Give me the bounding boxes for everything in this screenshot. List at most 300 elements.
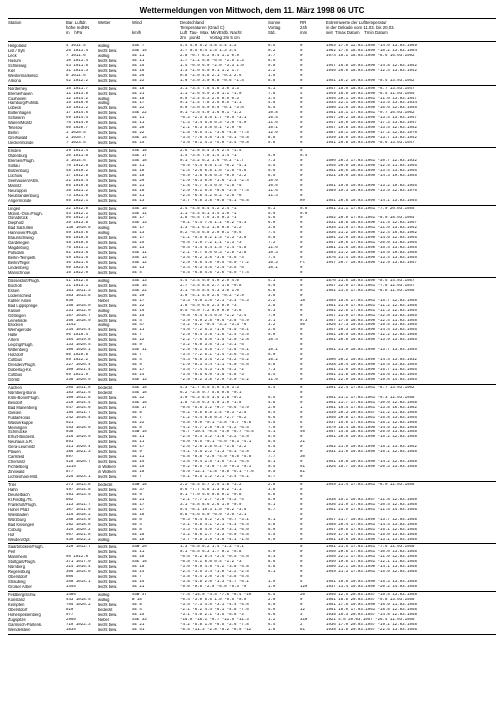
extremes: 1947 19.8 19.03.1990 -13.5 12.03.1952 (326, 126, 417, 131)
table-row (8, 141, 496, 146)
temperatures: 2.6 -2.8 8.4 3.6 2.4 -1.5 (180, 149, 242, 154)
sunshine: 5.0 (268, 333, 276, 338)
extremes: 1946 20.8 17.03.1961 -15.8 13.03.1955 (326, 415, 417, 420)
temperatures: 0.9 -3.4 5.3 2.6 0.9 0.3 (180, 96, 239, 101)
station-name: Osnabrück (8, 216, 28, 221)
extremes: 1949 18.8 19.03.1990 -8.5 11.03.1955 (326, 91, 415, 96)
temperatures: 1.3 -6.8 8.2 1.4 -1.2 -4.1 (180, 545, 244, 550)
snow-depth: 81 (300, 627, 305, 632)
snow-depth: 0 (300, 487, 303, 492)
temperatures: -0.9 -1.8 6.8 0.3 -0.9 -2.2 (180, 173, 247, 178)
temperatures: -2.1 -6.3 5.8 0.1 -2.9 -6 (180, 126, 242, 131)
temperatures: -5.5 -6.8 4.6 -2.6 -5.9 -7.4 (180, 270, 249, 275)
sunshine: 7.7 (268, 455, 276, 460)
weather: bedeckt (98, 607, 113, 612)
station-name: Gießen (8, 410, 22, 415)
snow-depth: 0 (300, 385, 303, 390)
extremes: 1951 16.2 19.03.1990 -8.4 13.03.1952 (326, 78, 415, 83)
temperatures: -3.3 -4.8 4.0 -2.0 -3.1 -6.0 (180, 527, 249, 532)
station-name: Bad Marienberg (8, 405, 38, 410)
station-name: Plauen (8, 450, 21, 455)
sunshine: 10.4 (268, 338, 278, 343)
snow-depth: 0 (300, 502, 303, 507)
snow-depth: 0 (300, 565, 303, 570)
station-name: Lindenberg (8, 265, 29, 270)
temperatures: -6.8 -8.8 -2.0 -4.9 -6.8 -5.8 (180, 455, 252, 460)
snow-depth: 0 (300, 550, 303, 555)
station-name: Schwerin (8, 116, 25, 121)
station-name: Zugspitze (8, 617, 26, 622)
temperatures: -2.2 -7.6 5.0 -1.5 -2.0 -2.8 (180, 338, 249, 343)
sunshine: 6.1 (268, 502, 276, 507)
height-pressure: 98 1023.6 (66, 265, 89, 270)
snow-depth: 0 (300, 545, 303, 550)
sunshine: 8.2 (268, 450, 276, 455)
station-name: Wittenberg (8, 348, 28, 353)
station-name: Berlin (8, 131, 19, 136)
header-station: Station (8, 20, 22, 25)
weather: leicht bew. (98, 183, 118, 188)
temperatures: 1.4 -3.8 7.8 1.4 1.4 -1 (180, 154, 237, 159)
sunshine: 1.8 (268, 627, 276, 632)
temperatures: 2.7 -3.5 8.8 2.7 1.8 -0.8 (180, 283, 242, 288)
extremes: 1955 15.6 17.03.1961 -15.7 12.03.1958 (326, 298, 417, 303)
weather: leicht bew. (98, 216, 118, 221)
snow-depth: 0 (300, 256, 303, 261)
station-group (8, 148, 496, 205)
wind: SE 11 (132, 328, 145, 333)
temperatures: -0.1 -4.4 7.6 1.1 -0.2 -4.3 (180, 221, 247, 226)
weather: leicht bew. (98, 116, 118, 121)
weather: leicht bew. (98, 475, 118, 480)
wind: SE 7 (132, 475, 142, 480)
weather: bedeckt (98, 483, 113, 488)
extremes: 1938 15.1 19.03.1957 -11.8 12.03.1958 (326, 497, 417, 502)
temperatures: -1.1 -5.5 6.2 1.3 -1.3 -3.8 (180, 236, 247, 241)
extremes: 1934 22.1 19.03.1990 -13.5 13.03.1934 (326, 101, 417, 106)
wind: SE 18 (132, 512, 145, 517)
temperatures: -9.0 -8.6 -2.9 -8.0 -9.3 -9 (180, 585, 247, 590)
temperatures: 0.8 -2.0 4.8 2.1 -0.2 2.6 (180, 73, 242, 78)
wind: SSE 18 (132, 385, 147, 390)
height-pressure: 81 1023.8 (66, 251, 89, 256)
height-pressure: 22 1012.0 (66, 206, 89, 211)
height-pressure: 76 1011.1 (66, 246, 89, 251)
weather: Nebel (98, 298, 109, 303)
wind: SSE 13 (132, 256, 147, 261)
height-pressure: 977 (66, 612, 74, 617)
station-name: Greifswald (8, 136, 28, 141)
snow-depth: 0 (300, 328, 303, 333)
snow-depth: 0 (300, 53, 303, 58)
height-pressure: 325 1020.2 (66, 527, 91, 532)
wind: SE 18 (132, 537, 145, 542)
weather: leicht bew. (98, 353, 118, 358)
temperatures: -3.6 -8.5 6.0 -3.8 -4.8 -3 (180, 373, 244, 377)
extremes: 1939 20.3 20.03.1957 -11.2 11.03.1958 (326, 410, 417, 415)
wind: SE 7 (132, 353, 142, 358)
extremes: 1947 19.9 19.03.1990 -17.3 13.03.1947 (326, 121, 417, 126)
temperatures: 4.4 4.0 5.2 4.8 3.4 1.2 (180, 44, 237, 48)
sunshine: 6.5 (268, 445, 276, 450)
snow-depth: 1 (300, 405, 303, 410)
weather: leicht bew. (98, 532, 118, 537)
temperatures: 3.7 0.5 6.4 1.5 1.3 3.4 (180, 48, 237, 53)
sunshine: 6.3 (268, 308, 276, 313)
station-name: Kiel (8, 68, 15, 73)
wind: SE 11 (132, 435, 145, 440)
station-name: Wernigerode (8, 328, 32, 333)
temperatures: 0.4 -8.1 10.3 1.0 -0.2 -3.5 (180, 507, 247, 512)
height-pressure: 242 1016.4 (66, 415, 91, 420)
weather: leicht bew. (98, 163, 118, 168)
extremes: 1940 19.8 17.03.1961 -12.1 11.03.1958 (326, 560, 417, 565)
wind: SSE 13 (132, 377, 147, 382)
station-name: Aachen (8, 385, 22, 390)
weather: leicht bew. (98, 58, 118, 63)
station-name: Arkona (8, 78, 21, 83)
extremes: 1946 20.0 19.03.1990 -12.5 11.03.1955 (326, 163, 417, 168)
height-pressure: 7 1023.5 (66, 141, 86, 146)
snow-depth: 0 (300, 450, 303, 455)
weather: leicht bew. (98, 395, 118, 400)
wind: SSE 13 (132, 278, 147, 283)
weather: leicht bew. (98, 570, 118, 575)
snow-depth: 50 (300, 323, 305, 328)
station-name: Deuselbach (8, 492, 30, 497)
station-name: Wiesbaden (8, 512, 29, 517)
extremes: 1890 20.3 17.03.1961 -10.7 12.03.1932 (326, 158, 417, 163)
snow-depth: 0 (300, 313, 303, 318)
snow-depth: 0 (300, 173, 303, 178)
extremes: 1951 22.6 17.03.1961 -11.3 12.03.1955 (326, 308, 417, 313)
extremes: 1951 21.5 17.03.1961 -7.6 11.03.1958 (326, 545, 415, 550)
height-pressure: 69 1022.2 (66, 358, 89, 363)
extremes: 1969 19.3 19.03.1990 -13.5 12.03.1976 (326, 188, 417, 193)
weather: leicht bew. (98, 507, 118, 512)
station-name: Neuruppin (8, 188, 27, 193)
wind: SSE 22 (132, 111, 147, 116)
wind: SSE 18 (132, 390, 147, 395)
station-name: Bad Kissingen (8, 522, 35, 527)
wind: SSE 18 (132, 149, 147, 154)
weather: leicht bew. (98, 158, 118, 163)
extremes: 1891 22.4 17.03.1961 -8.7 13.03.1962 (326, 385, 415, 390)
temperatures: 0.5 -5.0 7.2 0.9 0.9 -3.8 (180, 308, 242, 313)
sunshine: 6.7 (268, 507, 276, 512)
sunshine: 10.1 (268, 265, 278, 270)
snow-depth: 0 (300, 368, 303, 373)
wind: SE 8 (132, 602, 142, 607)
wind: SSW 15 (132, 430, 147, 435)
snow-depth: 0 (300, 68, 303, 73)
sunshine: 1.6 (268, 73, 276, 78)
weather: leicht bew. (98, 560, 118, 565)
snow-depth: 0 (300, 193, 303, 198)
sunshine: 0.5 (268, 44, 276, 48)
station-name: Norderney (8, 86, 28, 91)
weather: leicht bew. (98, 348, 118, 353)
extremes: 1926 17.3 19.03.1990 -19.5 13.03.1955 (326, 323, 417, 328)
extremes: 1951 20.6 18.03.1990 -13.4 13.03.1955 (326, 168, 417, 173)
weather: leicht bew. (98, 420, 118, 425)
height-pressure: 49 1021.8 (66, 256, 89, 261)
weather: leicht bew. (98, 173, 118, 178)
sunshine: 10.0 (268, 178, 278, 183)
wind: SE 22 (132, 338, 145, 343)
station-name: Halle (8, 333, 18, 338)
sunshine: 9.8 (268, 363, 276, 368)
sunshine: 6.6 (268, 612, 276, 617)
extremes: 1936 21.2 19.03.1990 -12.4 16.03.1962 (326, 231, 417, 236)
station-name: Marnitz (8, 183, 22, 188)
snow-depth: 0 (300, 183, 303, 188)
station-name: Seehausen/Altm. (8, 178, 40, 183)
sunshine: 10.6 (268, 183, 278, 188)
sunshine: 3.8 (268, 487, 276, 492)
wind: SE 15 (132, 241, 145, 246)
sunshine: 10.3 (268, 261, 278, 266)
extremes: 1951 19.8 19.03.1990 -14.2 12.03.1958 (326, 460, 417, 465)
weather: leicht bew. (98, 602, 118, 607)
wind: SE 21 (132, 622, 145, 627)
extremes: 1949 21.4 17.03.1961 -8.0 11.03.1958 (326, 483, 415, 488)
sunshine: 4.5 (268, 420, 276, 425)
temperatures: 1.8 -5.9 6.8 2.3 0.9 -3 (180, 303, 237, 308)
weather: leicht bew. (98, 338, 118, 343)
height-pressure: 36 1021.5 (66, 261, 89, 266)
wind: SE 15 (132, 63, 145, 68)
weather: leicht bew. (98, 377, 118, 382)
extremes: 1951 21.5 17.03.1961 -8.8 11.03.1958 (326, 288, 415, 293)
height-pressure: 1142 (66, 323, 76, 328)
temperatures: 0.1 -2.5 4.0 1.6 0.1 -1.2 (180, 111, 242, 116)
station-name: Bremerhaven (8, 91, 33, 96)
weather: leicht bew. (98, 206, 118, 211)
weather: wolkig (98, 231, 110, 236)
weather: leicht bew. (98, 211, 118, 216)
weather: leicht bew. (98, 188, 118, 193)
wind: SE 18 (132, 86, 145, 91)
header-wind: Wind km/h (132, 20, 142, 35)
sunshine: 7.0 (268, 425, 276, 430)
height-pressure: 1835 (66, 627, 76, 632)
temperatures: -3.9 -4.9 2.8 -0.5 -3.8 -4.9 (180, 318, 249, 323)
snow-depth: 0 (300, 483, 303, 488)
wind: SE 15 (132, 580, 145, 585)
extremes: 1951 20.8 19.03.1990 -13.9 13.03.1955 (326, 338, 417, 343)
wind: SSE 17 (132, 405, 147, 410)
station-name: Schleswig (8, 63, 27, 68)
station-name: Münst.-Osn./Flugh. (8, 211, 43, 216)
wind: SSE 15 (132, 48, 147, 53)
temperatures: -3.2 -8.6 1.7 -3.3 -5.0 -5.8 (180, 532, 249, 537)
wind: SSE 33 (132, 617, 147, 622)
extremes: 1962 17.6 18.03.1990 -10.2 13.03.1964 (326, 48, 417, 53)
extremes: 1938 16.4 20.03.1957 -14.8 12.03.1958 (326, 612, 417, 617)
temperatures: -1.9 -8.3 4.4 -1.1 -4.0 -4.0 (180, 363, 249, 368)
height-pressure: 443 1018.5 (66, 597, 91, 602)
temperatures: 0.0 -3.0 5.0 0.9 -0.1 -3.0 (180, 106, 244, 111)
station-name: Bremen/Flugh. (8, 158, 35, 163)
weather: wolkig (98, 537, 110, 542)
sunshine: 8.8 (268, 78, 276, 83)
temperatures: 4.4 -3.4 9.0 4.0 2.9 4.0 (180, 278, 239, 283)
sunshine: 4.1 (268, 86, 276, 91)
snow-depth: 0 (300, 517, 303, 522)
table-row (8, 79, 496, 84)
snow-depth: 0 (300, 537, 303, 542)
station-name: Artern (8, 338, 20, 343)
sunshine: 5.9 (268, 283, 276, 288)
wind: SE 7 (132, 333, 142, 338)
station-name: Coburg (8, 527, 22, 532)
snow-depth: 0 (300, 308, 303, 313)
wind: SE 14 (132, 373, 145, 377)
station-name: Düsseldorf/Flugh. (8, 278, 41, 283)
station-name: Neuhaus a.R. (8, 440, 34, 445)
temperatures: 1.3 -5.1 6.2 1.8 0.8 -2.2 (180, 226, 242, 231)
wind: SE 11 (132, 550, 145, 555)
snow-depth: 0 (300, 555, 303, 560)
weather: leicht bew. (98, 410, 118, 415)
extremes: 1947 20.3 19.03.1990 -14.4 13.03.1955 (326, 328, 417, 333)
station-group (8, 592, 496, 635)
wind: SE 8 (132, 410, 142, 415)
snow-depth: 0 (300, 131, 303, 136)
sunshine: 2.2 (268, 68, 276, 73)
weather: leicht bew. (98, 68, 118, 73)
height-pressure: 100 1021.4 (66, 368, 91, 373)
sunshine: 3.4 (268, 96, 276, 101)
temperatures: -9.2 -8.5 -3.0 -7.0 -9.3 -9.1 (180, 465, 252, 470)
station-name: Leck (8, 53, 17, 58)
temperatures: -2.1 -5.7 6.0 0.3 -1.8 -2.8 (180, 251, 247, 256)
extremes: 1952 21.9 19.03.1990 -15.2 13.03.1952 (326, 445, 417, 450)
extremes: 1951 19.6 19.03.1990 -15.3 13.03.1958 (326, 580, 417, 585)
weather: leicht bew. (98, 149, 118, 154)
temperatures: -3.2 -6.0 3.6 -3.1 -3.1 -5 (180, 343, 244, 348)
temperatures: -2.5 -5.4 3.2 -1.8 -3.2 -3.9 (180, 435, 249, 440)
wind: SE 22 (132, 303, 145, 308)
weather: leicht bew. (98, 585, 118, 590)
height-pressure: 59 1015.6 (66, 231, 89, 236)
weather: leicht bew. (98, 265, 118, 270)
weather: leicht bew. (98, 256, 118, 261)
temperatures: -15.9 -18.1 -9.7 -11.5 -11.3 (180, 617, 252, 622)
weather: leicht bew. (98, 313, 118, 318)
weather: leicht bew. (98, 497, 118, 502)
wind: SE 22 (132, 420, 145, 425)
height-pressure: 76 1012.8 (66, 163, 89, 168)
sunshine: 5.9 (268, 607, 276, 612)
sunshine: 10.1 (268, 126, 278, 131)
snow-depth: 0 (300, 168, 303, 173)
height-pressure: 48 1018.5 (66, 241, 89, 246)
extremes: 1947 20.6 17.03.1961 -20.0 13.03.1955 (326, 241, 417, 246)
sunshine: 8.8 (268, 136, 276, 141)
station-name: Regensburg (8, 570, 31, 575)
sunshine: 7.4 (268, 231, 276, 236)
wind: SE 13 (132, 265, 145, 270)
station-name: Görlitz (8, 377, 20, 382)
header-precipitation-snow: RR 24h mm (300, 20, 308, 35)
wind: SSE 15 (132, 206, 147, 211)
extremes: 1947 16.8 19.03.1990 -14.8 12.03.1952 (326, 63, 417, 68)
snow-depth: 0 (300, 96, 303, 101)
weather: leicht bew. (98, 502, 118, 507)
header-height-pressure: Bar. Luftdr. höhe redNN m hPa (66, 20, 90, 35)
wind: SE 11 (132, 455, 145, 460)
snow-depth: 0.4 (300, 154, 308, 159)
snow-depth: 91 (300, 465, 305, 470)
extremes: 1893 21.2 18.03.1990 -15.6 10.03.1958 (326, 251, 417, 256)
weather: leicht bew. (98, 303, 118, 308)
snow-depth: 0 (300, 303, 303, 308)
wind: SE 28 (132, 126, 145, 131)
wind: SE 21 (132, 183, 145, 188)
snow-depth: 0 (300, 216, 303, 221)
snow-depth: 0 (300, 560, 303, 565)
height-pressure: 234 1015.4 (66, 328, 91, 333)
weather: leicht bew. (98, 333, 118, 338)
wind: SE 15 (132, 465, 145, 470)
temperatures: -0.2 -5.6 8.8 2.4 -0.3 -2.5 (180, 410, 247, 415)
height-pressure: 7 1011.6 (66, 53, 86, 58)
height-pressure: 1446 (66, 585, 76, 590)
height-pressure: 41 1012.5 (66, 278, 89, 283)
temperatures: -8.9 -12.1 -1.8 -5.8 -6.1 -7.6 (180, 470, 254, 475)
station-name: Holzdorf (8, 353, 24, 358)
sunshine: 5.9 (268, 211, 276, 216)
extremes: 1951 21.8 19.03.1990 -15.6 11.03.1955 (326, 373, 417, 377)
weather: leicht bew. (98, 415, 118, 420)
station-name: Chemnitz (8, 460, 26, 465)
station-name: Lichtenhain-Mitt. (8, 475, 39, 480)
sunshine: 10.8 (268, 111, 278, 116)
sunshine: 10.5 (268, 116, 278, 121)
temperatures: 3.1 -3.4 7.8 4.8 3.0 3.3 (180, 86, 239, 91)
weather: leicht bew. (98, 545, 118, 550)
weather: wolkig (98, 226, 110, 231)
height-pressure: 806 (66, 575, 74, 580)
wind: SE 11 (132, 163, 145, 168)
station-name: Manschnow (8, 270, 30, 275)
extremes: 1951 20.9 19.03.1990 -12.2 12.03.1958 (326, 333, 417, 338)
station-name: Hoher Pfalz (8, 507, 30, 512)
temperatures: -8.5 -11.3 -2.8 -8.2 -8.9 -12 (180, 627, 252, 632)
height-pressure: 161 1011.3 (66, 288, 91, 293)
wind: SE 18 (132, 532, 145, 537)
temperatures: -7.5 -14.9 -4.5 -7.8 -8.4 -10 (180, 593, 252, 598)
height-pressure: 17 1012.8 (66, 173, 89, 178)
snow-depth: 0 (300, 460, 303, 465)
snow-depth: 0 (300, 188, 303, 193)
height-pressure: 107 1011.9 (66, 507, 91, 512)
station-name: Straubing (8, 580, 26, 585)
height-pressure: 43 1011.6 (66, 63, 89, 68)
station-name: Magdeburg (8, 246, 29, 251)
extremes: 1876 21.4 19.03.1990 -13.4 13.03.1955 (326, 256, 417, 261)
sunshine: 11.0 (268, 377, 278, 382)
table-row (8, 628, 496, 633)
extremes: 1947 20.7 19.03.1990 -12.9 13.03.1947 (326, 261, 417, 266)
sunshine: 8.1 (268, 460, 276, 465)
snow-depth: 0 (300, 358, 303, 363)
temperatures: 1.0 -3.0 3.0 0.8 -0.6 -1.4 (180, 78, 244, 83)
snow-depth: 0 (300, 58, 303, 63)
sunshine: 2.8 (268, 303, 276, 308)
